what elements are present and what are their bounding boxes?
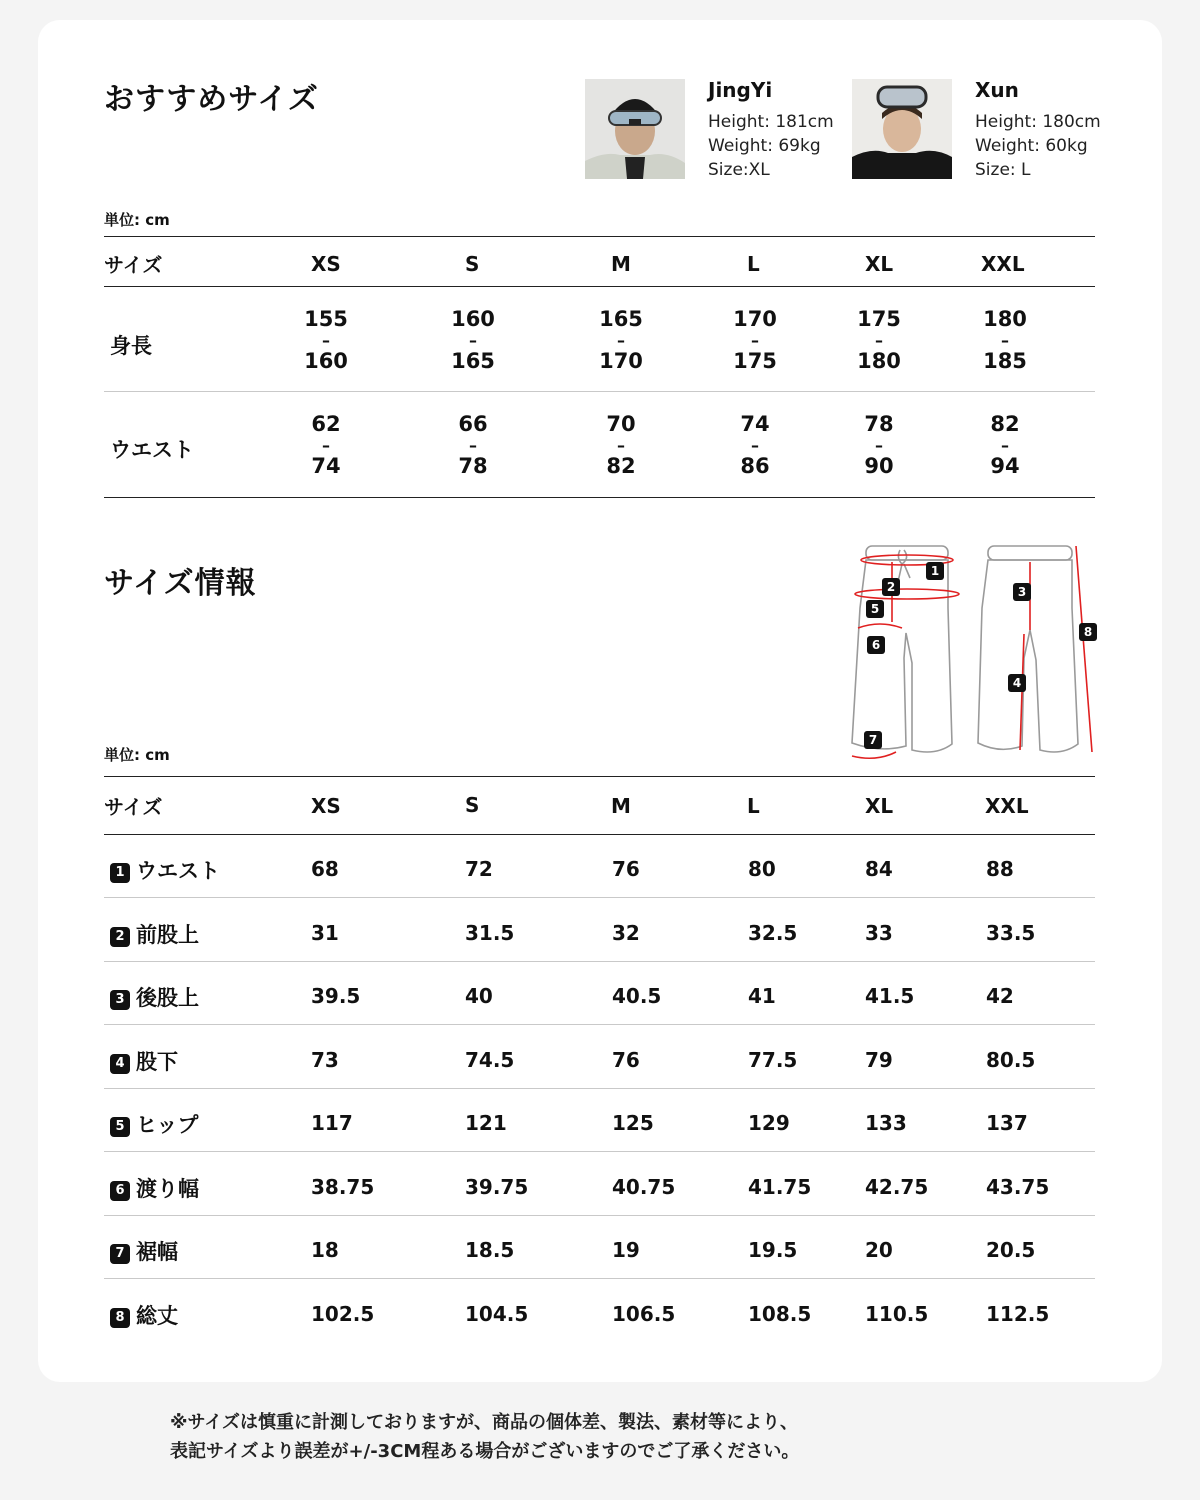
number-badge-icon: 6 bbox=[110, 1181, 130, 1201]
measurement-value: 32.5 bbox=[748, 920, 798, 945]
measurement-value: 41.5 bbox=[865, 984, 915, 1008]
measurement-value: 73 bbox=[311, 1047, 339, 1072]
measurement-name: 裾幅 bbox=[136, 1240, 178, 1264]
measurement-name: ウエスト bbox=[136, 859, 220, 883]
measurement-value: 19 bbox=[612, 1238, 640, 1262]
measurement-row-label bbox=[110, 1236, 178, 1266]
measurement-value: 110.5 bbox=[865, 1301, 929, 1326]
range-cell: 62 – 74 bbox=[311, 412, 341, 478]
measurement-name: ヒップ bbox=[136, 1113, 199, 1137]
disclaimer-line: ※サイズは慎重に計測しておりますが、商品の個体差、製法、素材等により、 bbox=[170, 1412, 799, 1433]
measurement-value: 41 bbox=[748, 984, 776, 1008]
measurement-row-label bbox=[110, 855, 220, 885]
info-unit: 単位: cm bbox=[104, 746, 170, 764]
measurement-value: 42 bbox=[986, 984, 1014, 1008]
svg-text:1: 1 bbox=[930, 564, 940, 578]
measurement-value: 121 bbox=[465, 1111, 507, 1135]
size-disclaimer bbox=[170, 1408, 799, 1466]
measurement-value: 137 bbox=[986, 1111, 1028, 1135]
range-cell: 82 – 94 bbox=[990, 412, 1020, 478]
number-badge-icon: 8 bbox=[110, 1308, 130, 1328]
svg-text:3: 3 bbox=[1017, 585, 1027, 599]
range-cell: 165 – 170 bbox=[599, 307, 643, 373]
row-divider bbox=[104, 1151, 1095, 1152]
measurement-value: 19.5 bbox=[748, 1238, 798, 1262]
measurement-value: 32 bbox=[612, 920, 640, 945]
size-header: S bbox=[465, 252, 480, 276]
svg-text:6: 6 bbox=[871, 638, 881, 652]
info-title: サイズ情報 bbox=[104, 566, 257, 601]
measurement-value: 43.75 bbox=[986, 1174, 1050, 1199]
model-size: Size:XL bbox=[708, 160, 770, 180]
row-divider bbox=[104, 1278, 1095, 1279]
size-header: S bbox=[465, 793, 480, 817]
size-header: M bbox=[611, 794, 631, 818]
measurement-value: 102.5 bbox=[311, 1301, 375, 1326]
model-weight: Weight: 60kg bbox=[975, 136, 1088, 156]
model-name: JingYi bbox=[708, 78, 773, 102]
measurement-value: 80 bbox=[748, 857, 776, 881]
measurement-value: 80.5 bbox=[986, 1047, 1036, 1072]
measurement-value: 41.75 bbox=[748, 1174, 812, 1199]
measurement-value: 40 bbox=[465, 984, 493, 1008]
measurement-value: 39.5 bbox=[311, 984, 361, 1008]
number-badge-icon: 4 bbox=[110, 1054, 130, 1074]
measurement-value: 18 bbox=[311, 1238, 339, 1262]
range-cell: 180 – 185 bbox=[983, 307, 1027, 373]
measurement-value: 20 bbox=[865, 1238, 893, 1262]
measurement-value: 31.5 bbox=[465, 920, 515, 945]
range-cell: 66 – 78 bbox=[458, 412, 488, 478]
measurement-value: 104.5 bbox=[465, 1301, 529, 1326]
measurement-value: 18.5 bbox=[465, 1238, 515, 1262]
measurement-value: 106.5 bbox=[612, 1301, 676, 1326]
measurement-row-label bbox=[110, 919, 199, 949]
model-stats bbox=[708, 110, 834, 182]
measurement-value: 79 bbox=[865, 1047, 893, 1072]
row-divider bbox=[104, 391, 1095, 392]
size-header: XS bbox=[311, 794, 341, 818]
size-header: XS bbox=[311, 252, 341, 276]
measurement-value: 31 bbox=[311, 920, 339, 945]
measurement-value: 33 bbox=[865, 920, 893, 945]
row-label-height: 身長 bbox=[110, 334, 152, 358]
model-avatar-icon bbox=[585, 79, 685, 179]
size-header: XL bbox=[865, 252, 894, 276]
size-header: XXL bbox=[985, 794, 1029, 818]
size-header: XL bbox=[865, 794, 894, 818]
row-divider bbox=[104, 1024, 1095, 1025]
measurement-row-label bbox=[110, 982, 199, 1012]
model-height: Height: 181cm bbox=[708, 112, 834, 132]
measurement-row-label bbox=[110, 1109, 198, 1139]
number-badge-icon: 1 bbox=[110, 863, 130, 883]
measurement-value: 108.5 bbox=[748, 1301, 812, 1326]
model-size: Size: L bbox=[975, 160, 1031, 180]
measurement-value: 72 bbox=[465, 857, 493, 881]
measurement-value: 76 bbox=[612, 1047, 640, 1072]
range-cell: 78 – 90 bbox=[864, 412, 894, 478]
measurement-value: 84 bbox=[865, 857, 893, 881]
svg-text:4: 4 bbox=[1012, 676, 1022, 690]
svg-text:8: 8 bbox=[1083, 625, 1093, 639]
measurement-value: 20.5 bbox=[986, 1238, 1036, 1262]
number-badge-icon: 3 bbox=[110, 990, 130, 1010]
number-badge-icon: 7 bbox=[110, 1244, 130, 1264]
measurement-value: 38.75 bbox=[311, 1174, 375, 1199]
measurement-value: 40.75 bbox=[612, 1174, 676, 1199]
row-label-waist: ウエスト bbox=[110, 438, 194, 462]
range-cell: 170 – 175 bbox=[733, 307, 777, 373]
measurement-name: 前股上 bbox=[136, 922, 199, 947]
range-cell: 160 – 165 bbox=[451, 307, 495, 373]
disclaimer-line: 表記サイズより誤差が+/-3CM程ある場合がございますのでご了承ください。 bbox=[170, 1441, 800, 1462]
size-header: XXL bbox=[981, 252, 1025, 276]
svg-text:2: 2 bbox=[886, 580, 896, 594]
model-name: Xun bbox=[975, 78, 1019, 102]
measurement-value: 88 bbox=[986, 857, 1014, 881]
range-cell: 175 – 180 bbox=[857, 307, 901, 373]
range-cell: 74 – 86 bbox=[740, 412, 770, 478]
number-badge-icon: 5 bbox=[110, 1117, 130, 1137]
recommend-unit: 単位: cm bbox=[104, 211, 170, 229]
row-divider bbox=[104, 1215, 1095, 1216]
measurement-value: 33.5 bbox=[986, 920, 1036, 945]
number-badge-icon: 2 bbox=[110, 927, 130, 947]
measurement-value: 40.5 bbox=[612, 984, 662, 1008]
measurement-name: 後股上 bbox=[136, 986, 199, 1010]
size-header: L bbox=[747, 794, 760, 818]
table-rule bbox=[104, 286, 1095, 287]
model-weight: Weight: 69kg bbox=[708, 136, 821, 156]
recommend-title: おすすめサイズ bbox=[104, 82, 319, 117]
size-header-label: サイズ bbox=[104, 795, 163, 819]
measurement-value: 39.75 bbox=[465, 1174, 529, 1199]
range-cell: 155 – 160 bbox=[304, 307, 348, 373]
measurement-value: 76 bbox=[612, 857, 640, 881]
size-header: L bbox=[747, 252, 760, 276]
measurement-value: 129 bbox=[748, 1111, 790, 1135]
measurement-value: 68 bbox=[311, 857, 339, 881]
measurement-value: 112.5 bbox=[986, 1301, 1050, 1326]
measurement-name: 総丈 bbox=[136, 1303, 178, 1328]
range-cell: 70 – 82 bbox=[606, 412, 636, 478]
size-header: M bbox=[611, 252, 631, 276]
measurement-value: 42.75 bbox=[865, 1174, 929, 1199]
measurement-value: 74.5 bbox=[465, 1047, 515, 1072]
svg-text:5: 5 bbox=[870, 602, 880, 616]
row-divider bbox=[104, 897, 1095, 898]
model-stats bbox=[975, 110, 1101, 182]
svg-text:7: 7 bbox=[868, 733, 878, 747]
measurement-row-label bbox=[110, 1046, 178, 1076]
pants-measurement-diagram bbox=[840, 538, 1110, 770]
measurement-value: 133 bbox=[865, 1111, 907, 1135]
measurement-value: 117 bbox=[311, 1111, 353, 1135]
model-photo-jingyi bbox=[585, 79, 685, 179]
measurement-name: 渡り幅 bbox=[136, 1176, 199, 1201]
row-divider bbox=[104, 1088, 1095, 1089]
model-photo-xun bbox=[852, 79, 952, 179]
size-header-label: サイズ bbox=[104, 253, 163, 277]
model-avatar-icon bbox=[852, 79, 952, 179]
table-rule bbox=[104, 497, 1095, 498]
table-rule bbox=[104, 776, 1095, 777]
measurement-row-label bbox=[110, 1300, 178, 1330]
row-divider bbox=[104, 961, 1095, 962]
measurement-value: 125 bbox=[612, 1111, 654, 1135]
measurement-name: 股下 bbox=[136, 1049, 178, 1074]
measurement-row-label bbox=[110, 1173, 199, 1203]
table-rule bbox=[104, 236, 1095, 237]
model-height: Height: 180cm bbox=[975, 112, 1101, 132]
table-rule bbox=[104, 834, 1095, 835]
measurement-value: 77.5 bbox=[748, 1047, 798, 1072]
